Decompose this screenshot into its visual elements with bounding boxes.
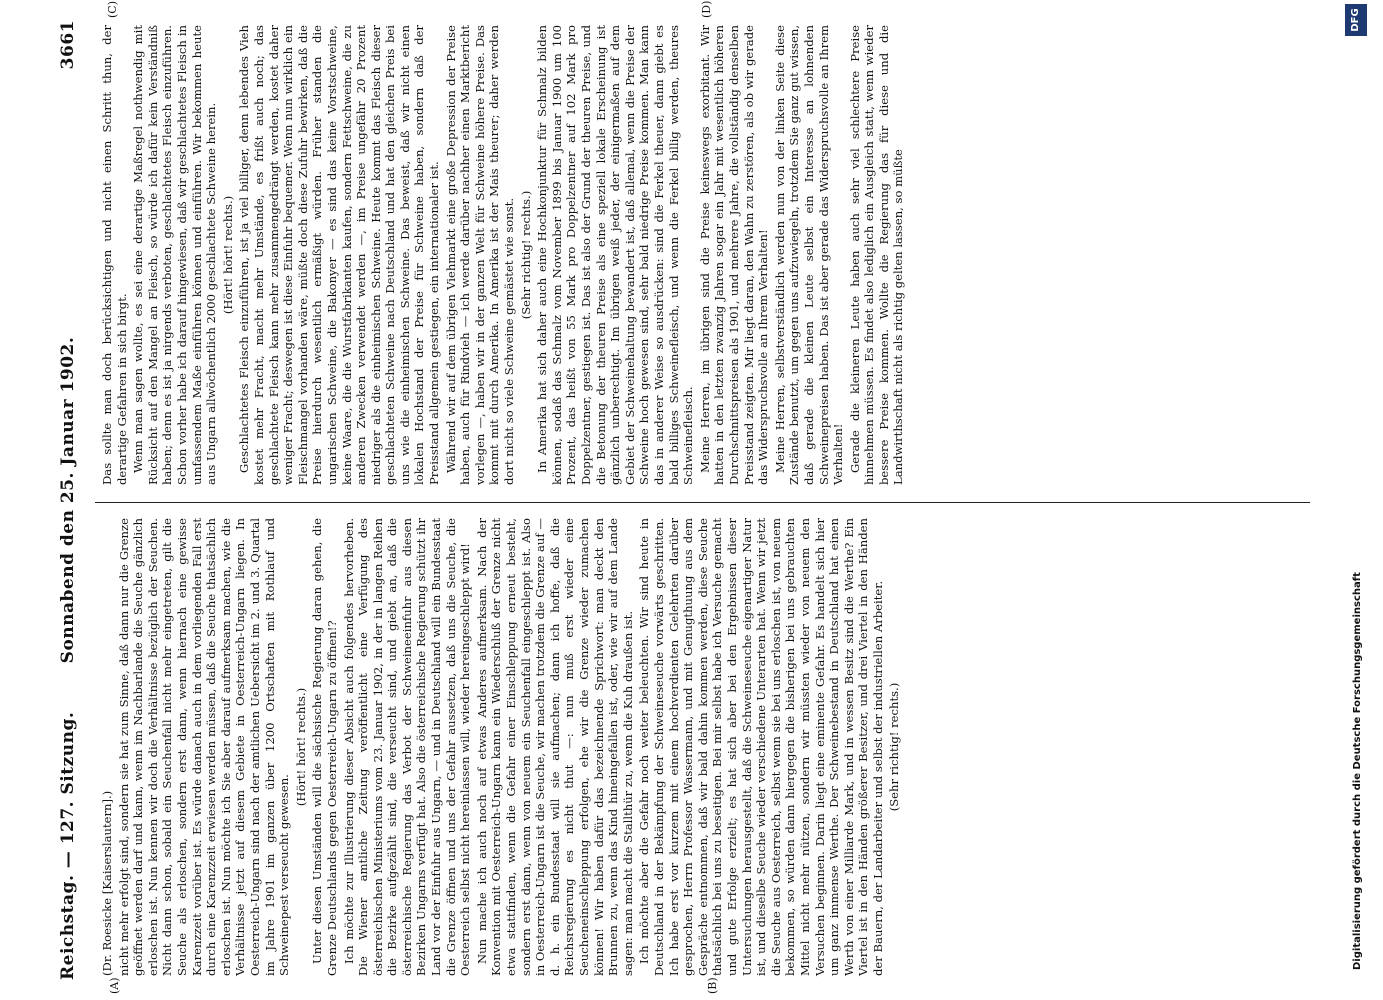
- header-date: Sonnabend den 25. Januar 1902.: [58, 336, 78, 664]
- paragraph: Geschlachtetes Fleisch einzuführen, ist ja viel billiger, denn lebendes Vieh kostet mehr Fracht, macht mehr Umstände, es frißt auch noch; das geschlachtete Fleisch kann mehr zusammengedrängt werden, kostet daher weniger Fracht; deswegen ist diese Einfuhr bequemer. Wenn nun wirklich ein Fleischmangel vorhanden wäre, müßte doch diese Zufuhr bewirken, daß die Preise hierdurch wesentlich ermäßigt würden. Früher standen die ungarischen Schweine, die Bakonyer — es sind das keine Vorstschweine, keine Waare, die die Wurstfabrikanten kaufen, sondern Fettschweine, die zu anderen Zwecken verwendet werden —, im Preise ungefähr 20 Prozent niedriger als die einheimischen Schweine. Heute kommt das Fleisch dieser geschlachteten Schweine nach Deutschland und hat den gleichen Preis bei uns wie die einheimischen Schweine. Das beweist, daß wir nicht einen lokalen Hochstand der Preise für Schweine haben, sondern daß der Preisstand allgemein gestiegen, ein internationaler ist.: [237, 25, 442, 485]
- paragraph: Ich möchte aber die Gefahr noch weiter beleuchten. Wir sind heute in Deutschland in der Bekämpfung der Schweineseuche vorwärts geschritten. Ich habe erst vor kurzem mit einem hochverdienten Gelehrten darüber gesprochen, Herrn Professor Wassermann, und mit Genugthuung aus dem Gespräche entnommen, daß wir bald dahin kommen werden, diese Seuche thatsächlich bei uns zu beseitigen. Bei mir selbst habe ich Versuche gemacht und gute Erfolge erzielt; es hat sich aber bei den Ergebnissen dieser Untersuchungen herausgestellt, daß die Schweineseuche eigenartiger Natur ist, und dieselbe Seuche wieder verschiedene Unterarten hat. Wenn wir jetzt die Seuche aus Oesterreich, selbst wenn sie bei uns erloschen ist, von neuem bekommen, so würden dann hiergegen die bisherigen bei uns gebrauchten Mittel nicht mehr nützen, sondern wir müssten wieder von neuem den Versuchen beginnen. Darin liegt eine eminente Gefahr. Es handelt sich hier um ganz immense Werthe. Der Schweinebestand in Deutschland hat einen Werth von einer Milliarde Mark, und in wessen Besitz sind die Werthe? Ein Viertel ist in den Händen größerer Besitzer, und drei Viertel in den Händen der Bauern, der Landarbeiter und selbst der industriellen Arbeiter.: [637, 518, 885, 976]
- paragraph: Meine Herren, im übrigen sind die Preise keineswegs exorbitant. Wir hatten in den letzten zwanzig Jahren sogar ein Jahr mit wesentlich höheren Durchschnittspreisen als 1901, und mehrere Jahre, die vollständig denselben Preisstand zeigten. Mir liegt daran, den Wahn zu zerstören, als ob wir gerade das Widerspruchsvolle an Ihrem Verhalten!: [697, 25, 771, 485]
- paragraph: Während wir auf dem übrigen Viehmarkt eine große Depression der Preise haben, auch für Rindvieh — ich werde darüber nachher einen Marktbericht vorlegen —, haben wir in der ganzen Welt für Schweine höhere Preise. Das kommt mit durch Amerika. In Amerika ist der Mais theurer; daher werden dort nicht so viele Schweine gemästet wie sonst.: [443, 25, 517, 485]
- text-column-right: [100, 25, 908, 485]
- digitization-credit: Digitalisierung gefördert durch die Deutsche Forschungsgemeinschaft: [1352, 572, 1363, 970]
- paragraph: Das sollte man doch berücksichtigen und nicht einen Schritt thun, der derartige Gefahren in sich birgt.: [100, 25, 129, 485]
- paragraph: Wenn man sagen wollte, es sei eine derartige Maßregel nothwendig mit Rücksicht auf den Mangel an Fleisch, so würde ich dafür kein Verständniß haben; denn es ist ja nirgends verboten, geschlachtetes Fleisch einzuführen. Schon vorher habe ich darauf hingewiesen, daß wir geschlachtetes Fleisch in umfassendem Maße einführen können und einführen. Wir bekommen heute aus Ungarn allwöchentlich 2000 geschlachtete Schweine herein.: [131, 25, 219, 485]
- paragraph: Ich möchte zur Illustrierung dieser Absicht auch folgendes hervorheben. Die Wiener amtliche Zeitung veröffentlicht eine Verfügung des österreichischen Ministeriums vom 23. Januar 1902, in der in langen Reihen die Bezirke aufgezählt sind, die verseucht sind, und giebt an, daß die österreichische Regierung das Verbot der Schweineeinfuhr aus diesen Bezirken Ungarns verfügt hat. Also die österreichische Regierung schützt ihr Land vor der Einfuhr aus Ungarn, — und in Deutschland will ein Bundesstaat die Grenze öffnen und uns der Gefahr aussetzen, daß uns die Seuche, die Oesterreich selbst nicht hereinlassen will, wieder hereingeschleppt wird!: [341, 518, 473, 976]
- page-header: [58, 20, 88, 980]
- margin-mark-d: (D): [700, 0, 713, 18]
- paragraph: Meine Herren, selbstverständlich werden nun von der linken Seite diese Zustände benutzt, um gegen uns aufzuwiegeln, trotzdem Sie ganz gut wissen, daß gerade die kleinen Leute selbst ein Interesse an lohnenden Schweinepreisen haben. Das ist aber gerade das Widerspruchsvolle an Ihrem Verhalten!: [772, 25, 846, 485]
- interjection: (Hört! hört! rechts.): [220, 195, 235, 315]
- column-divider: [95, 502, 1310, 503]
- interjection: (Sehr richtig! rechts.): [518, 190, 533, 320]
- page-number: 3661: [58, 20, 78, 70]
- paragraph: Gerade die kleineren Leute haben auch sehr viel schlechtere Preise hinnehmen müssen. Es findet also lediglich ein Ausgleich statt, wenn wieder bessere Preise kommen. Wollte die Regierung das für diese und die Landwirthschaft nicht als richtig gelten lassen, so müßte: [847, 25, 906, 485]
- paragraph: Unter diesen Umständen will die sächsische Regierung daran gehen, die Grenze Deutschlands gegen Oesterreich-Ungarn zu öffnen!?: [310, 518, 339, 976]
- paragraph: nicht mehr erfolgt sind, sondern sie hat zum Sinne, daß dann nur die Grenze geöffnet werden darf und kann, wenn im Nachbarlande die Seuche gänzlich erloschen ist. Nun kennen wir doch die Verhältnisse bezüglich der Seuchen. Nicht dann schon, sobald ein Seuchenfall nicht mehr eingetreten, gilt die Seuche als erloschen, sondern erst dann, wenn hiernach eine gewisse Karenzzeit vorüber ist. Es würde danach auch in dem vorliegenden Fall erst durch eine Karenzzeit erwiesen werden müssen, daß die Seuche thatsächlich erloschen ist. Nun möchte ich Sie aber darauf aufmerksam machen, wie die Verhältnisse jetzt auf diesem Gebiete in Oesterreich-Ungarn liegen. In Oesterreich-Ungarn sind nach der amtlichen Uebersicht im 2. und 3. Quartal im Jahre 1901 im ganzen über 1200 Ortschaften mit Rothlauf und Schweinepest verseucht gewesen.: [116, 518, 292, 976]
- margin-mark-c: (C): [106, 1, 119, 18]
- paragraph: In Amerika hat sich daher auch eine Hochkonjunktur für Schmalz bilden können, sodaß das Schmalz vom November 1899 bis Januar 1900 um 100 Prozent, das heißt von 55 Mark pro Doppelzentner auf 102 Mark pro Doppelzentner, gestiegen ist. Das ist also der Grund der theuren Preise, und die Betonung der theuren Preise als eine speziell lokale Erscheinung ist gänzlich unberechtigt. Im übrigen weiß jeder, der einigermaßen auf dem Gebiet der Schweinehaltung bewandert ist, daß allemal, wenn die Preise der Schweine hoch gewesen sind, sehr bald niedrige Preise kommen. Man kann das in anderer Weise so ausdrücken: sind die Ferkel theuer, dann giebt es bald billiges Schweinefleisch, und wenn die Ferkel billig werden, theures Schweinefleisch.: [535, 25, 696, 485]
- dfg-logo: DFG: [1345, 4, 1367, 36]
- interjection: (Sehr richtig! rechts.): [887, 682, 902, 812]
- text-column-left: [100, 518, 904, 976]
- paragraph: Nun mache ich auch noch auf etwas Anderes aufmerksam. Nach der Konvention mit Oesterreich-Ungarn kann ein Wiederschluß der Grenze nicht etwa stattfinden, wenn die Gefahr einer Einschleppung erneut besteht, sondern erst dann, wenn von neuem ein Seuchenfall eingeschleppt ist. Also in Oesterreich-Ungarn ist die Seuche, wir machen trotzdem die Grenze auf — d. h. ein Bundesstaat will sie aufmachen; dann ich hoffe, daß die Reichsregierung es nicht thut —: nun muß erst wieder eine Seucheneinschleppung erfolgen, ehe wir die Grenze wieder zumachen können! Wir haben dafür das bezeichnende Sprichwort: man deckt den Brunnen zu, wenn das Kind hineingefallen ist, oder, wie wir auf dem Lande sagen: man macht die Stallthür zu, wenn die Kuh draußen ist.: [474, 518, 635, 976]
- speaker-line: (Dr. Roesicke [Kaiserslautern].): [100, 790, 114, 976]
- margin-mark-a: (A): [108, 977, 121, 994]
- margin-mark-b: (B): [706, 977, 719, 994]
- header-left: Reichstag. — 127. Sitzung.: [58, 711, 78, 980]
- interjection: (Hört! hört! rechts.): [293, 687, 308, 807]
